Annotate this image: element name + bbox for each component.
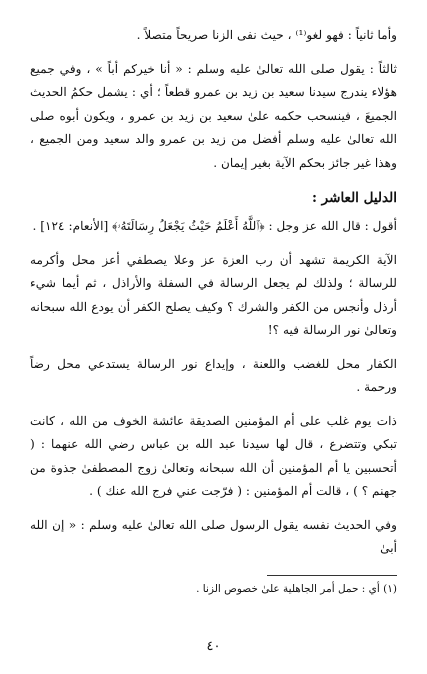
verse-paragraph: أقول : قال الله عز وجل : ﴿ٱللَّهُ أَعْلَمُ حَيْثُ يَجْعَلُ رِسَالَتَهُۥ﴾ [الأنعام: ١٢٤] .	[32, 219, 397, 233]
paragraph-6: ذات يوم غلب على أم المؤمنين الصديقة عائشة الخوف من الله ، كانت تبكي وتتضرع ، قال لها سيدنا عبد الله بن عباس رضي الله عنهما : ( أتحسبين يا أم المؤمنين أن الله سبحانه وتعالىٰ زوج المصطفىٰ جذوة من جهنم ؟ ) ، قالت أم المؤمنين : ( فرّجت عني فرج الله عنك ) .	[30, 413, 397, 498]
paragraph-1: وأما ثانياً : فهو لغو⁽¹⁾ ، حيث نفى الزنا صريحاً متصلاً .	[136, 28, 397, 42]
page-body	[30, 24, 397, 674]
paragraph-7: وفي الحديث نفسه يقول الرسول صلى الله تعالىٰ عليه وسلم : « إن الله أبىٰ	[30, 517, 397, 555]
paragraph-5: الكفار محل للغضب واللعنة ، وإيداع نور الرسالة يستدعي محل رضاً ورحمة .	[30, 356, 397, 394]
paragraph-4: الآية الكريمة تشهد أن رب العزة عز وعلا يصطفي أعز محل وأكرمه للرسالة ؛ ولذلك لم يجعل الرسالة في السفلة والأراذل ، ثم أيما شيء أرذل وأنجس من الكفر والشرك ؟ وكيف يصلح الكفر أن يودع الله سبحانه وتعالىٰ نور الرسالة فيه ؟!	[30, 252, 397, 337]
paragraph-2: ثالثاً : يقول صلى الله تعالىٰ عليه وسلم : « أنا خيركم أباً » ، وفي جميع هؤلاء يندرج سيدنا سعيد بن زيد بن عمرو قطعاً ؛ أي : يشمل حكمُ الحديث الجميعَ ، فينسحب حكمه علىٰ سعيد بن زيد بن عمرو ، ويكون أبوه صلى الله تعالىٰ عليه وسلم أفضل من زيد بن عمرو والد سعيد ومن الجميع ، وهذا غير جائز بحكم الآية بغير إيمان .	[30, 61, 397, 170]
section-heading: الدليل العاشر :	[312, 190, 397, 206]
footnote: (١) أي : حمل أمر الجاهلية علىٰ خصوص الزنا .	[196, 582, 397, 595]
page-number: ٤٠	[206, 639, 221, 654]
